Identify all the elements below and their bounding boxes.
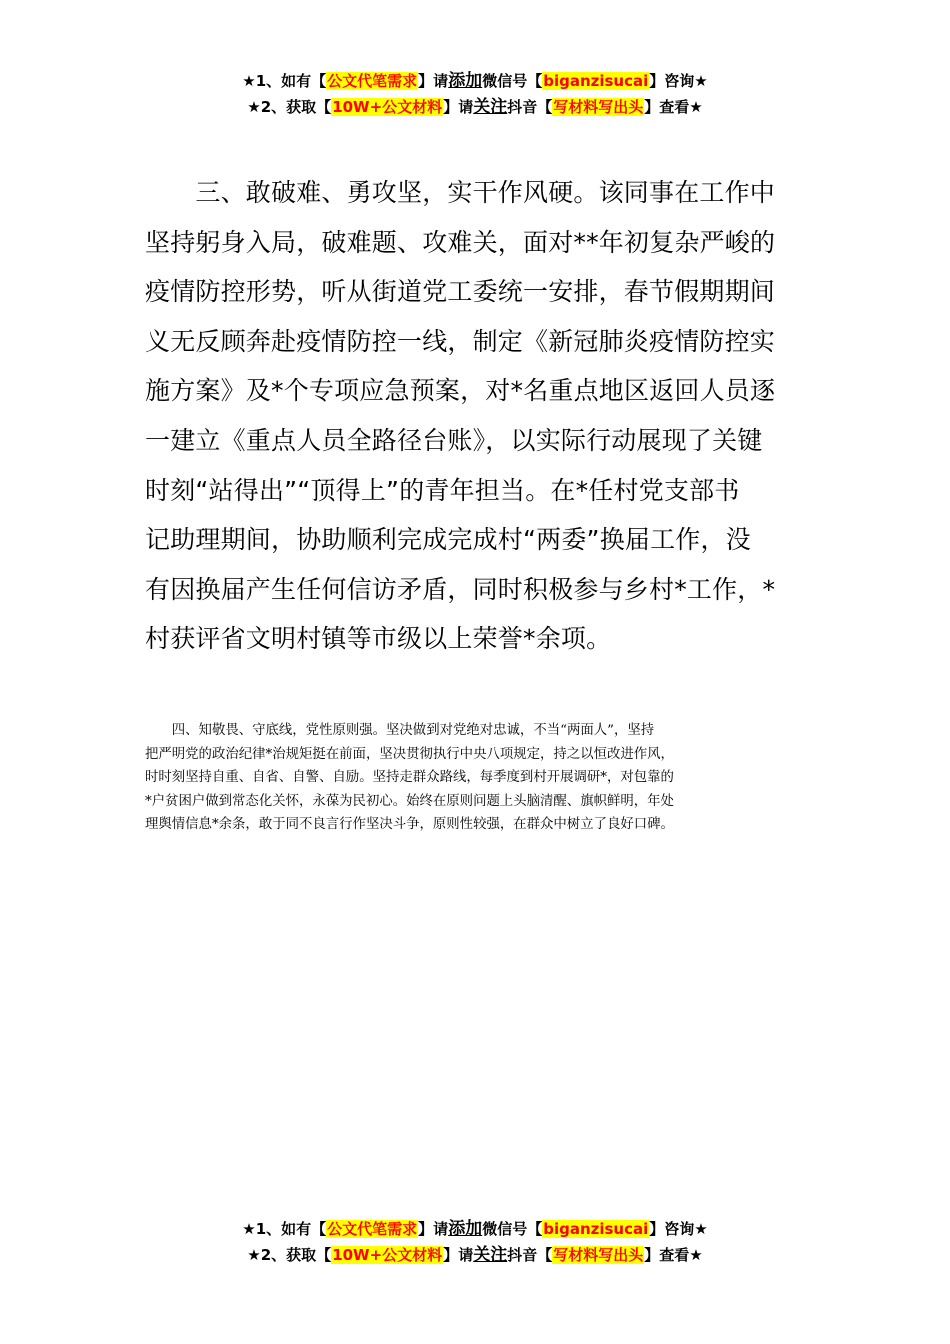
text-line: 四、知敬畏、守底线，党性原则强。坚决做到对党绝对忠诚，不当“两面人”，坚持 <box>145 723 655 738</box>
highlight-text: 10W+公文材料 <box>332 1246 443 1264</box>
banner-text: 】咨询★ <box>649 72 708 90</box>
banner-text: ★2、获取【 <box>247 98 332 116</box>
text-line: 把严明党的政治纪律*治规矩挺在前面，坚决贯彻执行中央八项规定，持之以恒改进作风， <box>145 746 674 762</box>
text-line: 一建立《重点人员全路径台账》，以实际行动展现了关键 <box>145 425 763 455</box>
text-line: 义无反顾奔赴疫情防控一线，制定《新冠肺炎疫情防控实 <box>145 326 776 356</box>
text-line: 记助理期间，协助顺利完成完成村“两委”换届工作，没 <box>145 525 751 555</box>
wechat-id: biganzisucai <box>543 72 649 90</box>
underlined-text: 添加 <box>448 71 483 91</box>
banner-text: 】查看★ <box>644 1246 703 1264</box>
banner-text: 抖音【 <box>507 98 553 116</box>
text-line: 有因换届产生任何信访矛盾，同时积极参与乡村*工作，* <box>145 574 776 604</box>
text-line: 时时刻坚持自重、自省、自警、自励。坚持走群众路线，每季度到村开展调研*，对包靠的 <box>145 770 674 785</box>
banner-text: 】请 <box>443 1246 474 1264</box>
underlined-text: 添加 <box>448 1219 483 1239</box>
underlined-text: 关注 <box>473 97 508 117</box>
text-line: 时刻“站得出”“顶得上”的青年担当。在*任村党支部书 <box>145 475 740 505</box>
banner-text: 】咨询★ <box>649 1220 708 1238</box>
text-line: 施方案》及*个专项应急预案，对*名重点地区返回人员逐 <box>145 376 776 406</box>
banner-text: 】请 <box>443 98 474 116</box>
banner-text: ★1、如有【 <box>242 72 327 90</box>
banner-line-1 <box>0 1216 950 1242</box>
douyin-account: 写材料写出头 <box>553 1246 644 1264</box>
text-line: 三、敢破难、勇攻坚，实干作风硬。该同事在工作中 <box>145 178 776 207</box>
text-line: 理舆情信息*余条，敢于同不良言行作坚决斗争，原则性较强，在群众中树立了良好口碑。 <box>145 817 674 832</box>
highlight-text: 10W+公文材料 <box>332 98 443 116</box>
text-line: *户贫困户做到常态化关怀，永葆为民初心。始终在原则问题上头脑清醒、旗帜鲜明，年处 <box>145 793 674 809</box>
text-line: 坚持躬身入局，破难题、攻难关，面对**年初复杂严峻的 <box>145 227 776 257</box>
banner-text: 】查看★ <box>644 98 703 116</box>
banner-line-1 <box>0 68 950 94</box>
text-line: 村获评省文明村镇等市级以上荣誉*余项。 <box>145 624 612 654</box>
text-line: 疫情防控形势，听从街道党工委统一安排，春节假期期间 <box>145 277 776 307</box>
banner-text: 微信号【 <box>482 72 543 90</box>
highlight-text: 公文代笔需求 <box>327 72 418 90</box>
paragraph-section-4 <box>145 719 810 837</box>
douyin-account: 写材料写出头 <box>553 98 644 116</box>
paragraph-section-3 <box>145 168 810 664</box>
banner-text: ★2、获取【 <box>247 1246 332 1264</box>
banner-text: 抖音【 <box>507 1246 553 1264</box>
banner-line-2 <box>0 94 950 120</box>
banner-text: 微信号【 <box>482 1220 543 1238</box>
highlight-text: 公文代笔需求 <box>327 1220 418 1238</box>
header-banner <box>0 68 950 120</box>
banner-line-2 <box>0 1242 950 1268</box>
wechat-id: biganzisucai <box>543 1220 649 1238</box>
footer-banner <box>0 1216 950 1268</box>
banner-text: 】请 <box>418 72 449 90</box>
underlined-text: 关注 <box>473 1245 508 1265</box>
banner-text: ★1、如有【 <box>242 1220 327 1238</box>
banner-text: 】请 <box>418 1220 449 1238</box>
